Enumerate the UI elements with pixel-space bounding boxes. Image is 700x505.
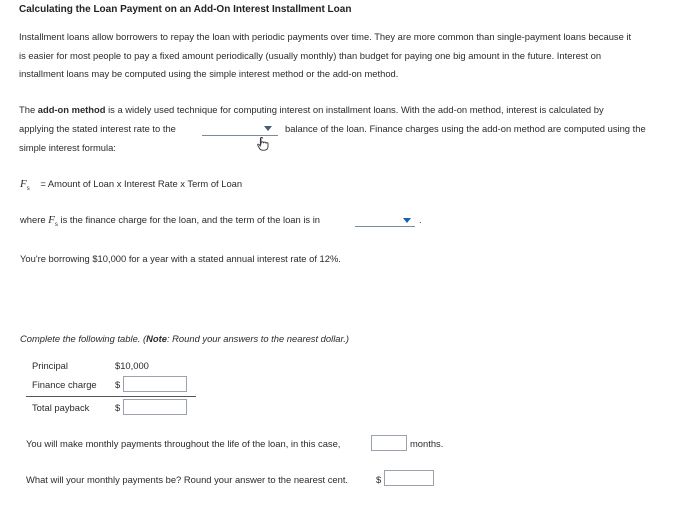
principal-value: $10,000 (115, 360, 149, 371)
payment-currency: $ (376, 474, 382, 485)
total-payback-label: Total payback (32, 402, 90, 413)
formula: $F_s$ = Amount of Loan x Interest Rate x Term of Loan (20, 178, 243, 192)
scenario-text: You're borrowing $10,000 for a year with a stated annual interest rate of 12%. (20, 253, 341, 264)
term-unit-dropdown[interactable] (355, 214, 415, 227)
total-payback-currency: $ (115, 402, 121, 413)
where-period: . (419, 214, 422, 225)
payment-question: What will your monthly payments be? Round your answer to the nearest cent. (26, 474, 349, 485)
addon-line-1: The add-on method is a widely used technique for computing interest on installment loans. With the add-on method, interest is calculated by (19, 104, 604, 115)
intro-line-1: Installment loans allow borrowers to repay the loan with periodic payments over time. They are more common than single-payment loans because it (19, 31, 632, 42)
where-line: where $F_s$ is the finance charge for the loan, and the term of the loan is in (20, 214, 321, 228)
months-question: You will make monthly payments throughout the life of the loan, in this case, (26, 438, 341, 449)
chevron-down-icon (264, 126, 272, 131)
chevron-down-icon (403, 218, 411, 223)
finance-charge-label: Finance charge (32, 379, 97, 390)
formula-symbol: F (20, 178, 27, 190)
addon-line-3: simple interest formula: (19, 142, 116, 153)
monthly-payment-input[interactable] (384, 470, 434, 486)
principal-label: Principal (32, 360, 68, 371)
formula-text: = Amount of Loan x Interest Rate x Term of Loan (40, 178, 243, 189)
hand-cursor-icon (256, 137, 270, 151)
addon-line-2: applying the stated interest rate to the (19, 123, 176, 134)
page-title: Calculating the Loan Payment on an Add-On Interest Installment Loan (19, 4, 352, 15)
addon-line-2-rest: balance of the loan. Finance charges using the add-on method are computed using the (285, 123, 646, 134)
intro-line-3: installment loans may be computed using the simple interest method or the add-on method. (19, 68, 399, 79)
months-unit: months. (410, 438, 444, 449)
table-instructions: Complete the following table. (Note: Round your answers to the nearest dollar.) (20, 333, 349, 344)
intro-line-2: is easier for most people to pay a fixed amount periodically (usually monthly) than budget for paying one big amount in the future. Interest on (19, 49, 602, 61)
finance-charge-currency: $ (115, 379, 121, 390)
table-divider (26, 396, 196, 397)
addon-method-term: add-on method (37, 104, 106, 115)
finance-charge-input[interactable] (123, 376, 187, 392)
balance-type-dropdown[interactable] (202, 122, 278, 136)
months-input[interactable] (371, 435, 407, 451)
total-payback-input[interactable] (123, 399, 187, 415)
